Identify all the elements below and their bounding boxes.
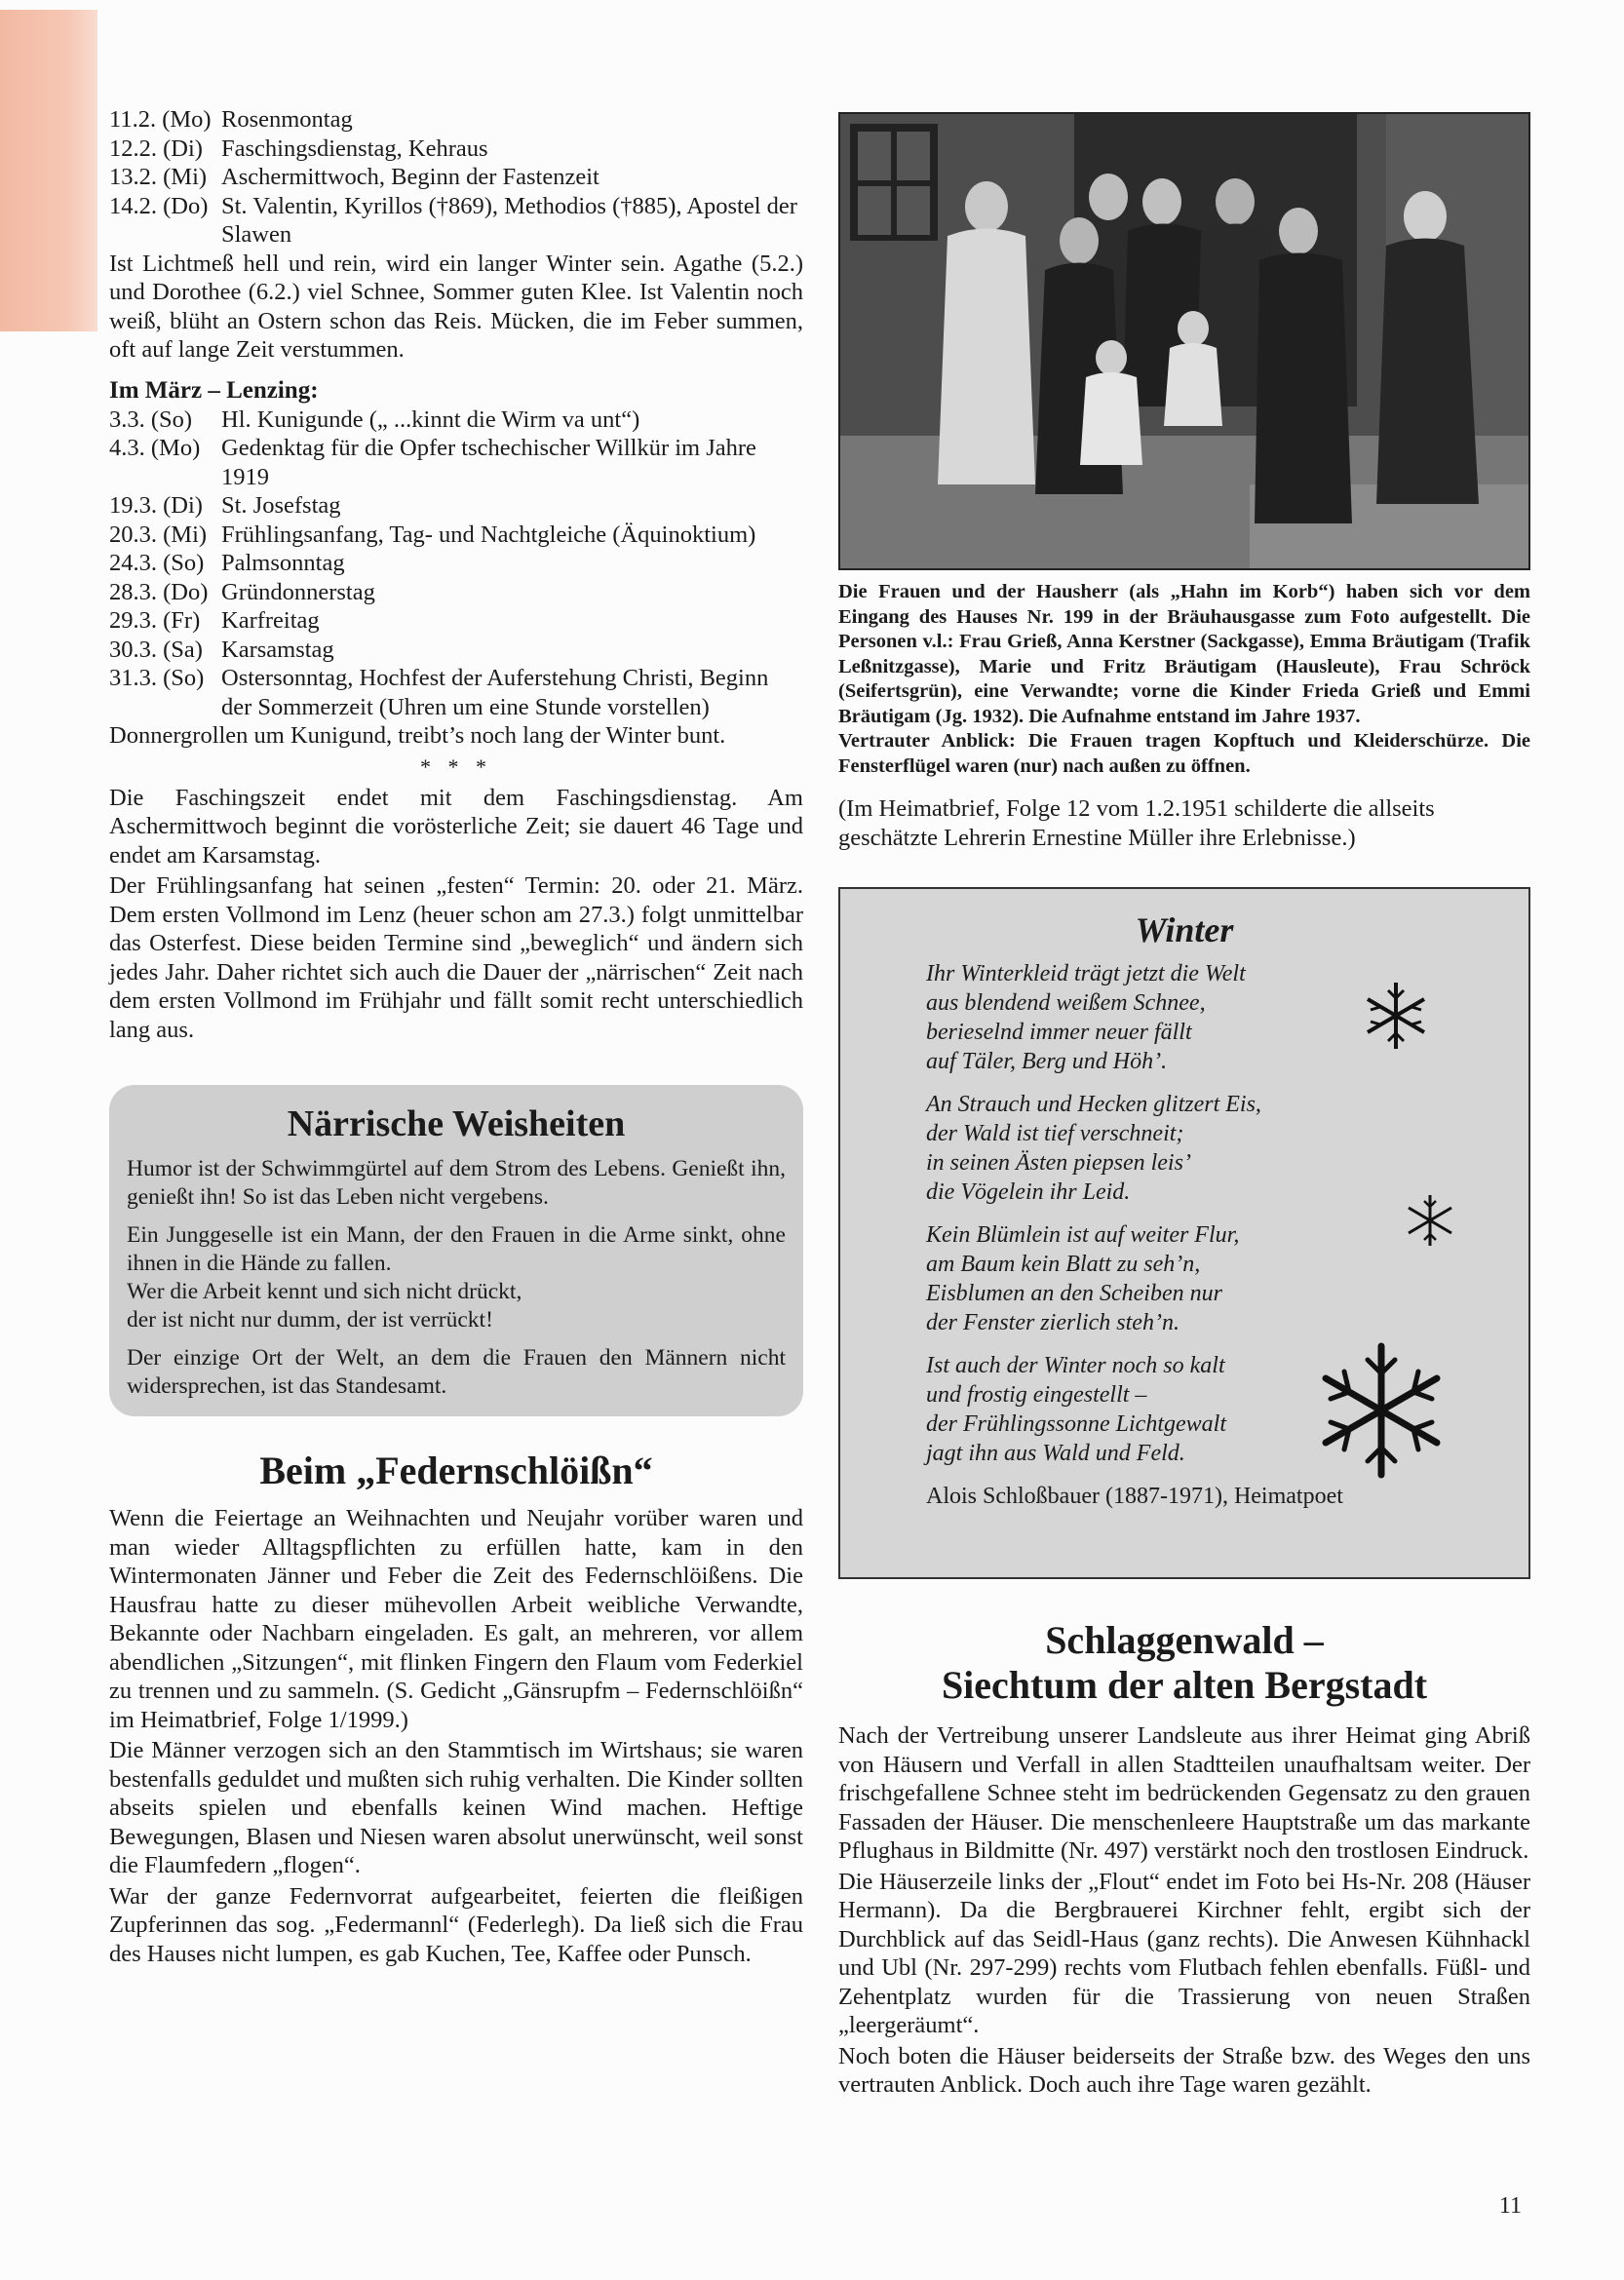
poem-stanza	[926, 1090, 1509, 1207]
box-paragraph: Humor ist der Schwimmgürtel auf dem Strom des Lebens. Genießt ihn, genießt ihn! So ist das Leben nicht vergebens.	[127, 1156, 786, 1210]
left-column	[109, 105, 803, 1970]
page-number: 11	[1498, 2193, 1522, 2219]
fasching-paragraph: Die Faschingszeit endet mit dem Faschingsdienstag. Am Aschermittwoch beginnt die vorösterliche Zeit; sie dauert 46 Tage und endet am Karsamstag.	[109, 784, 803, 869]
photo-caption: Die Frauen und der Hausherr (als „Hahn im Korb“) haben sich vor dem Eingang des Hauses Nr. 199 in der Bräuhausgasse zum Foto aufgestellt. Die Personen v.l.: Frau Grieß, Anna Kerstner (Sackgasse), Emma Bräutigam (Trafik Leßnitzgasse), Marie und Fritz Bräutigam (Hausleute), Frau Schröck (Seifertsgrün), eine Verwandte; vorne die Kinder Frieda Grieß und Emmi Bräutigam (Jg. 1932). Die Aufnahme entstand im Jahre 1937.	[838, 581, 1530, 727]
date-row: 29.3. (Fr) Karfreitag	[109, 607, 320, 634]
date-row: 3.3. (So) Hl. Kunigunde („ ...kinnt die Wirm va unt“)	[109, 406, 640, 433]
narrische-weisheiten-box	[109, 1085, 803, 1416]
article-title: Beim „Federnschlöißn“	[259, 1449, 653, 1492]
box-paragraph: Ein Junggeselle ist ein Mann, der den Frauen in die Arme sinkt, ohne ihnen in die Hände zu fallen.	[127, 1222, 786, 1276]
box-paragraph: Der einzige Ort der Welt, an dem die Frauen den Männern nicht widersprechen, ist das Standesamt.	[127, 1345, 786, 1399]
poem-title: Winter	[1135, 910, 1234, 949]
fasching-paragraph: Der Frühlingsanfang hat seinen „festen“ Termin: 20. oder 21. März. Dem ersten Vollmond im Lenz (heuer schon am 27.3.) folgt unmittelbar das Osterfest. Diese beiden Termine sind „beweglich“ und ändern sich jedes Jahr. Daher richtet sich auch die Dauer der „närrischen“ Zeit nach dem ersten Vollmond im Frühjahr und fällt somit recht unterschiedlich lang aus.	[109, 872, 803, 1043]
poem-line: Eisblumen an den Scheiben nur	[926, 1281, 1222, 1306]
date-row: 28.3. (Do) Gründonnerstag	[109, 578, 375, 605]
march-dates	[109, 406, 803, 722]
poem-line: auf Täler, Berg und Höh’.	[926, 1049, 1168, 1074]
box-line: der ist nicht nur dumm, der ist verrückt!	[127, 1307, 493, 1333]
poem-line: die Vögelein ihr Leid.	[926, 1179, 1131, 1205]
box-title: Närrische Weisheiten	[287, 1103, 626, 1144]
snowflake-icon	[1308, 1337, 1454, 1484]
article-title	[838, 1618, 1530, 1708]
date-row: 14.2. (Do) St. Valentin, Kyrillos (†869), Methodios (†885), Apostel der Slawen	[109, 192, 797, 248]
snowflake-icon	[1401, 1191, 1459, 1250]
article-title-line: Schlaggenwald –	[1045, 1618, 1324, 1662]
poem-line: der Frühlingssonne Lichtgewalt	[926, 1411, 1226, 1437]
march-heading: Im März – Lenzing:	[109, 376, 319, 404]
article-title-line: Siechtum der alten Bergstadt	[941, 1663, 1428, 1707]
date-row: 11.2. (Mo) Rosenmontag	[109, 106, 353, 133]
article-paragraph: Nach der Vertreibung unserer Landsleute aus ihrer Heimat ging Abriß von Häusern und Verfall in allen Stadtteilen unaufhaltsam weiter. Der frischgefallene Schnee steht im bedrückenden Gegensatz zu den grauen Fassaden der Häuser. Die menschenleere Hauptstraße um das markante Pflughaus in Bildmitte (Nr. 497) verstärkt noch den trostlosen Eindruck.	[838, 1722, 1530, 1864]
poem-line: und frostig eingestellt –	[926, 1382, 1147, 1408]
march-saying: Donnergrollen um Kunigund, treibt’s noch lang der Winter bunt.	[109, 722, 726, 749]
snowflake-icon	[1357, 977, 1435, 1055]
date-row: 12.2. (Di) Faschingsdienstag, Kehraus	[109, 135, 488, 162]
poem-line: in seinen Ästen piepsen leis’	[926, 1150, 1191, 1176]
date-row: 4.3. (Mo) Gedenktag für die Opfer tschechischer Willkür im Jahre 1919	[109, 435, 756, 490]
article-paragraph: Wenn die Feiertage an Weihnachten und Neujahr vorüber waren und man wieder Alltagspflichten zu erfüllen hatte, kam in den Wintermonaten Jänner und Feber die Zeit des Federnschlöißens. Die Hausfrau hatte zu dieser mühevollen Arbeit weibliche Verwandte, Bekannte oder Nachbarn eingeladen. Es galt, an mehreren, vor allem abendlichen „Sitzungen“, mit flinken Fingern den Flaum vom Federkiel zu trennen und zu sammeln. (S. Gedicht „Gänsrupfm – Federnschlöißn“ im Heimatbrief, Folge 1/1999.)	[109, 1505, 803, 1733]
article-paragraph: Noch boten die Häuser beiderseits der Straße bzw. des Weges den uns vertrauten Anblick. Doch auch ihre Tage waren gezählt.	[838, 2042, 1530, 2098]
article-paragraph: Die Häuserzeile links der „Flout“ endet im Foto bei Hs-Nr. 208 (Häuser Hermann). Da die Bergbrauerei Kirchner fehlt, ergibt sich der Durchblick auf das Seidl-Haus (ganz rechts). Die Anwesen Kühnhackl und Ubl (Nr. 297-299) rechts vom Flutbach fehlen ebenfalls. Füßl- und Zehentplatz wurden für die Trassierung von neuen Straßen „leergeräumt“.	[838, 1868, 1530, 2038]
poem-line: berieselnd immer neuer fällt	[926, 1020, 1192, 1045]
article-paragraph: War der ganze Federnvorrat aufgearbeitet, feierten die fleißigen Zupferinnen das sog. „Federmannl“ (Federlegh). Da ließ sich die Frau des Hauses nicht lumpen, es gab Kuchen, Tee, Kaffee oder Punsch.	[109, 1882, 803, 1967]
poem-line: Ist auch der Winter noch so kalt	[926, 1353, 1225, 1378]
poem-author: Alois Schloßbauer (1887-1971), Heimatpoet	[926, 1484, 1343, 1509]
group-photo	[838, 112, 1530, 570]
date-row: 19.3. (Di) St. Josefstag	[109, 492, 341, 519]
right-column	[838, 112, 1530, 2102]
poem-line: aus blendend weißem Schnee,	[926, 990, 1206, 1016]
article-paragraph: Die Männer verzogen sich an den Stammtisch im Wirtshaus; sie waren bestenfalls geduldet und mußten sich ruhig verhalten. Die Kinder sollten abseits spielen und ebenfalls keinen Wind machen. Heftige Bewegungen, Blasen und Niesen waren absolut unerwünscht, weil sonst die Flaumfedern „flogen“.	[109, 1737, 803, 1878]
date-row: 24.3. (So) Palmsonntag	[109, 550, 345, 576]
poem-line: der Wald ist tief verschneit;	[926, 1121, 1184, 1146]
box-line: Wer die Arbeit kennt und sich nicht drückt,	[127, 1279, 522, 1304]
source-note: (Im Heimatbrief, Folge 12 vom 1.2.1951 schilderte die allseits geschätzte Lehrerin Ernestine Müller ihre Erlebnisse.)	[838, 795, 1435, 851]
poem-line: am Baum kein Blatt zu seh’n,	[926, 1252, 1201, 1277]
poem-line: Ihr Winterkleid trägt jetzt die Welt	[926, 961, 1246, 986]
date-row: 13.2. (Mi) Aschermittwoch, Beginn der Fastenzeit	[109, 164, 599, 190]
photo-image	[840, 114, 1530, 570]
photo-caption-note: Vertrauter Anblick: Die Frauen tragen Kopftuch und Kleiderschürze. Die Fensterflügel waren (nur) nach außen zu öffnen.	[838, 730, 1530, 777]
section-divider: * * *	[420, 754, 492, 779]
february-dates	[109, 105, 803, 250]
date-row: 20.3. (Mi) Frühlingsanfang, Tag- und Nachtgleiche (Äquinoktium)	[109, 521, 756, 548]
poem-line: An Strauch und Hecken glitzert Eis,	[926, 1092, 1261, 1117]
poem-line: der Fenster zierlich steh’n.	[926, 1310, 1179, 1335]
adhesive-tape	[0, 10, 97, 331]
poem-line: jagt ihn aus Wald und Feld.	[926, 1441, 1185, 1466]
date-row: 30.3. (Sa) Karsamstag	[109, 636, 334, 663]
date-row: 31.3. (So) Ostersonntag, Hochfest der Auferstehung Christi, Beginn der Sommerzeit (Uhren um eine Stunde vorstellen)	[109, 665, 769, 720]
poem-line: Kein Blümlein ist auf weiter Flur,	[926, 1222, 1240, 1248]
winter-poem-box	[838, 887, 1530, 1579]
february-saying: Ist Lichtmeß hell und rein, wird ein langer Winter sein. Agathe (5.2.) und Dorothee (6.2.) viel Schnee, Sommer guten Klee. Ist Valentin noch weiß, blüht an Ostern schon das Reis. Mücken, die im Feber summen, oft auf lange Zeit verstummen.	[109, 250, 803, 363]
